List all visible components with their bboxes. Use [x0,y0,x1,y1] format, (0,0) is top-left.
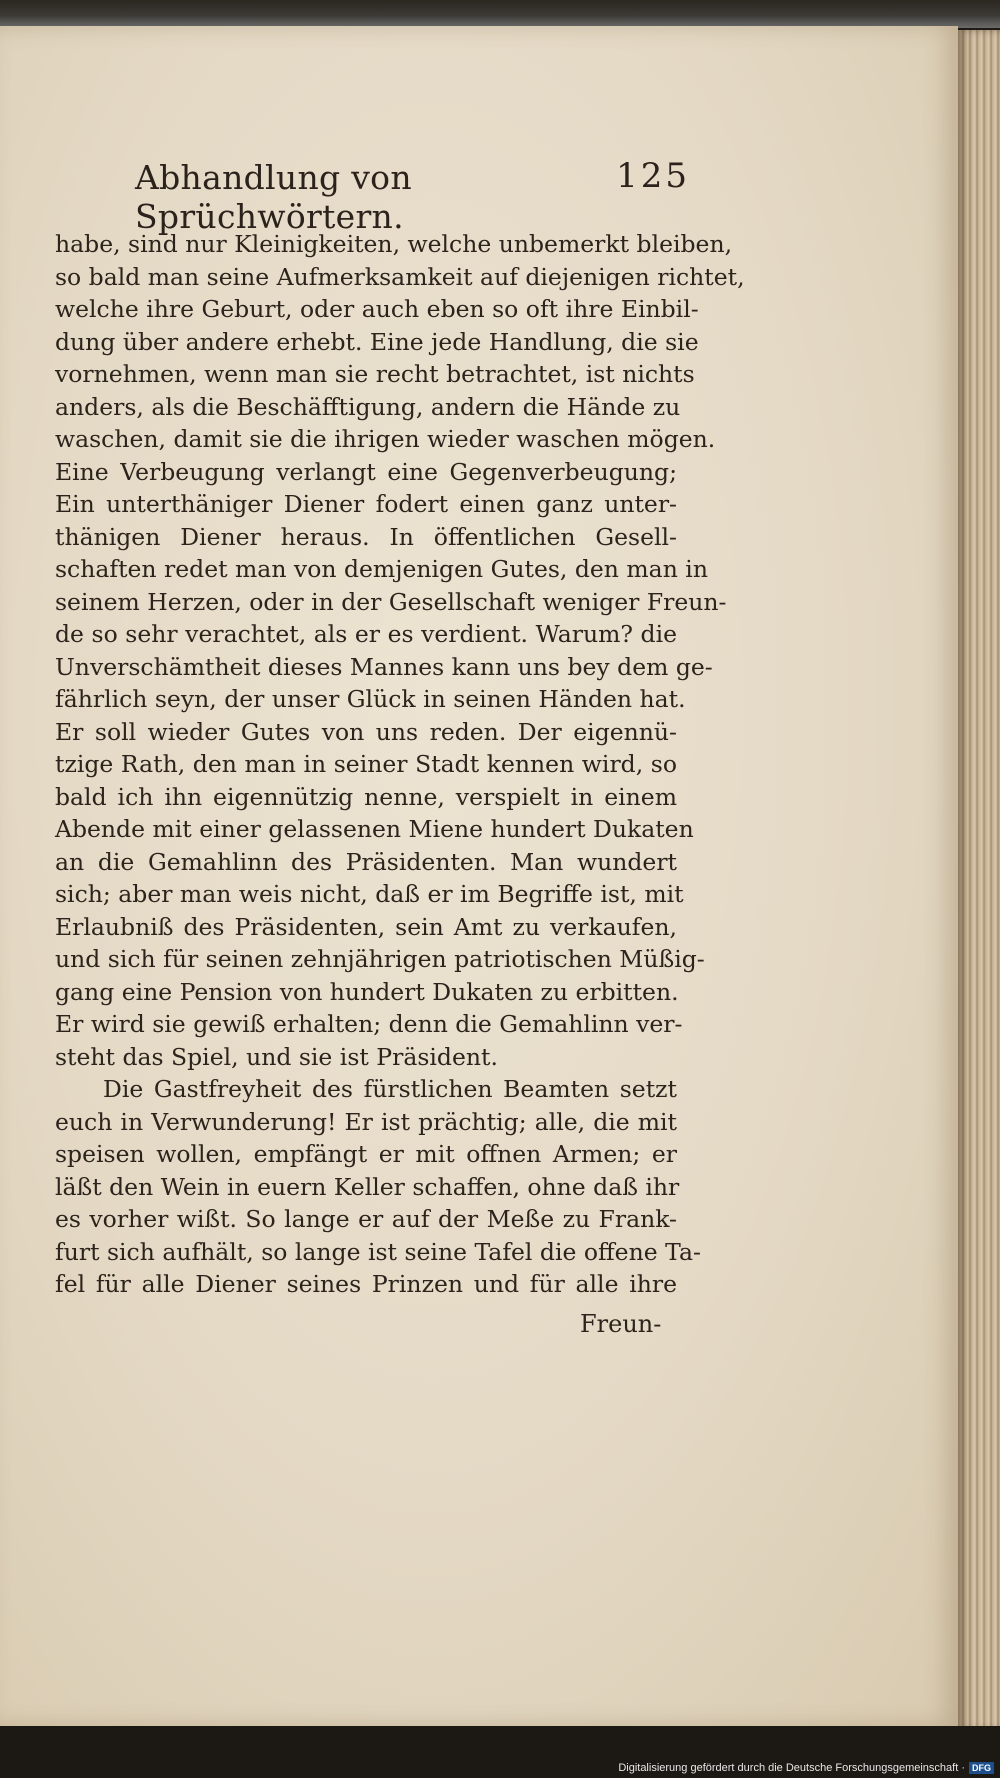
text-line: fel für alle Diener seines Prinzen und für alle ihre [55,1270,677,1298]
text-line: vornehmen, wenn man sie recht betrachtet, ist nichts [55,360,695,388]
body-text [55,228,745,1301]
text-line: an die Gemahlinn des Präsidenten. Man wundert [55,847,677,876]
book-top-edge [0,0,1000,28]
text-line: gang eine Pension von hundert Dukaten zu erbitten. [55,977,679,1006]
text-line: Eine Verbeugung verlangt eine Gegenverbeugung; [55,457,677,486]
text-line: Abende mit einer gelassenen Miene hundert Dukaten [55,815,694,843]
paragraph-end-line: steht das Spiel, und sie ist Präsident. [55,1042,498,1071]
text-line: thänigen Diener heraus. In öffentlichen Gesell- [55,522,677,551]
text-line: tzige Rath, den man in seiner Stadt kennen wird, so [55,750,677,778]
text-line: läßt den Wein in euern Keller schaffen, ohne daß ihr [55,1172,680,1201]
text-line: speisen wollen, empfängt er mit offnen Armen; er [55,1140,677,1168]
text-line: anders, als die Beschäfftigung, andern die Hände zu [55,392,681,421]
catchword: Freun- [580,1310,662,1338]
text-line: de so sehr verachtet, als er es verdient. Warum? die [55,620,677,648]
text-line: Er wird sie gewiß erhalten; denn die Gemahlinn ver- [55,1010,683,1038]
text-line: so bald man seine Aufmerksamkeit auf diejenigen richtet, [55,262,745,291]
text-line: Er soll wieder Gutes von uns reden. Der eigennü- [55,717,677,746]
text-line: schaften redet man von demjenigen Gutes, den man in [55,555,708,583]
running-head [130,150,690,236]
credit-text: Digitalisierung gefördert durch die Deutsche Forschungsgemeinschaft · [618,1762,965,1774]
text-line: fährlich seyn, der unser Glück in seinen Händen hat. [55,685,686,713]
text-line: Unverschämtheit dieses Mannes kann uns bey dem ge- [55,652,713,681]
page-number: 125 [616,156,690,196]
text-line: furt sich aufhält, so lange ist seine Tafel die offene Ta- [55,1237,701,1266]
running-title: Abhandlung von Sprüchwörtern. [135,158,412,236]
text-line: waschen, damit sie die ihrigen wieder waschen mögen. [55,425,716,453]
text-line: habe, sind nur Kleinigkeiten, welche unbemerkt bleiben, [55,230,733,258]
text-line: Ein unterthäniger Diener fodert einen ganz unter- [55,490,677,518]
text-line: welche ihre Geburt, oder auch eben so oft ihre Einbil- [55,295,699,323]
text-line: dung über andere erhebt. Eine jede Handlung, die sie [55,327,699,356]
text-line: bald ich ihn eigennützig nenne, verspielt in einem [55,782,677,811]
dfg-logo: DFG [969,1762,994,1774]
text-line: euch in Verwunderung! Er ist prächtig; alle, die mit [55,1107,677,1136]
text-line: und sich für seinen zehnjährigen patriotischen Müßig- [55,945,705,973]
text-line: Erlaubniß des Präsidenten, sein Amt zu verkaufen, [55,912,677,941]
paragraph-start-line: Die Gastfreyheit des fürstlichen Beamten setzt [103,1075,677,1103]
text-line: sich; aber man weis nicht, daß er im Begriffe ist, mit [55,880,684,908]
page-edges [958,30,1000,1730]
text-line: seinem Herzen, oder in der Gesellschaft weniger Freun- [55,587,727,616]
text-line: es vorher wißt. So lange er auf der Meße zu Frank- [55,1205,677,1233]
digitization-credit [618,1760,994,1776]
